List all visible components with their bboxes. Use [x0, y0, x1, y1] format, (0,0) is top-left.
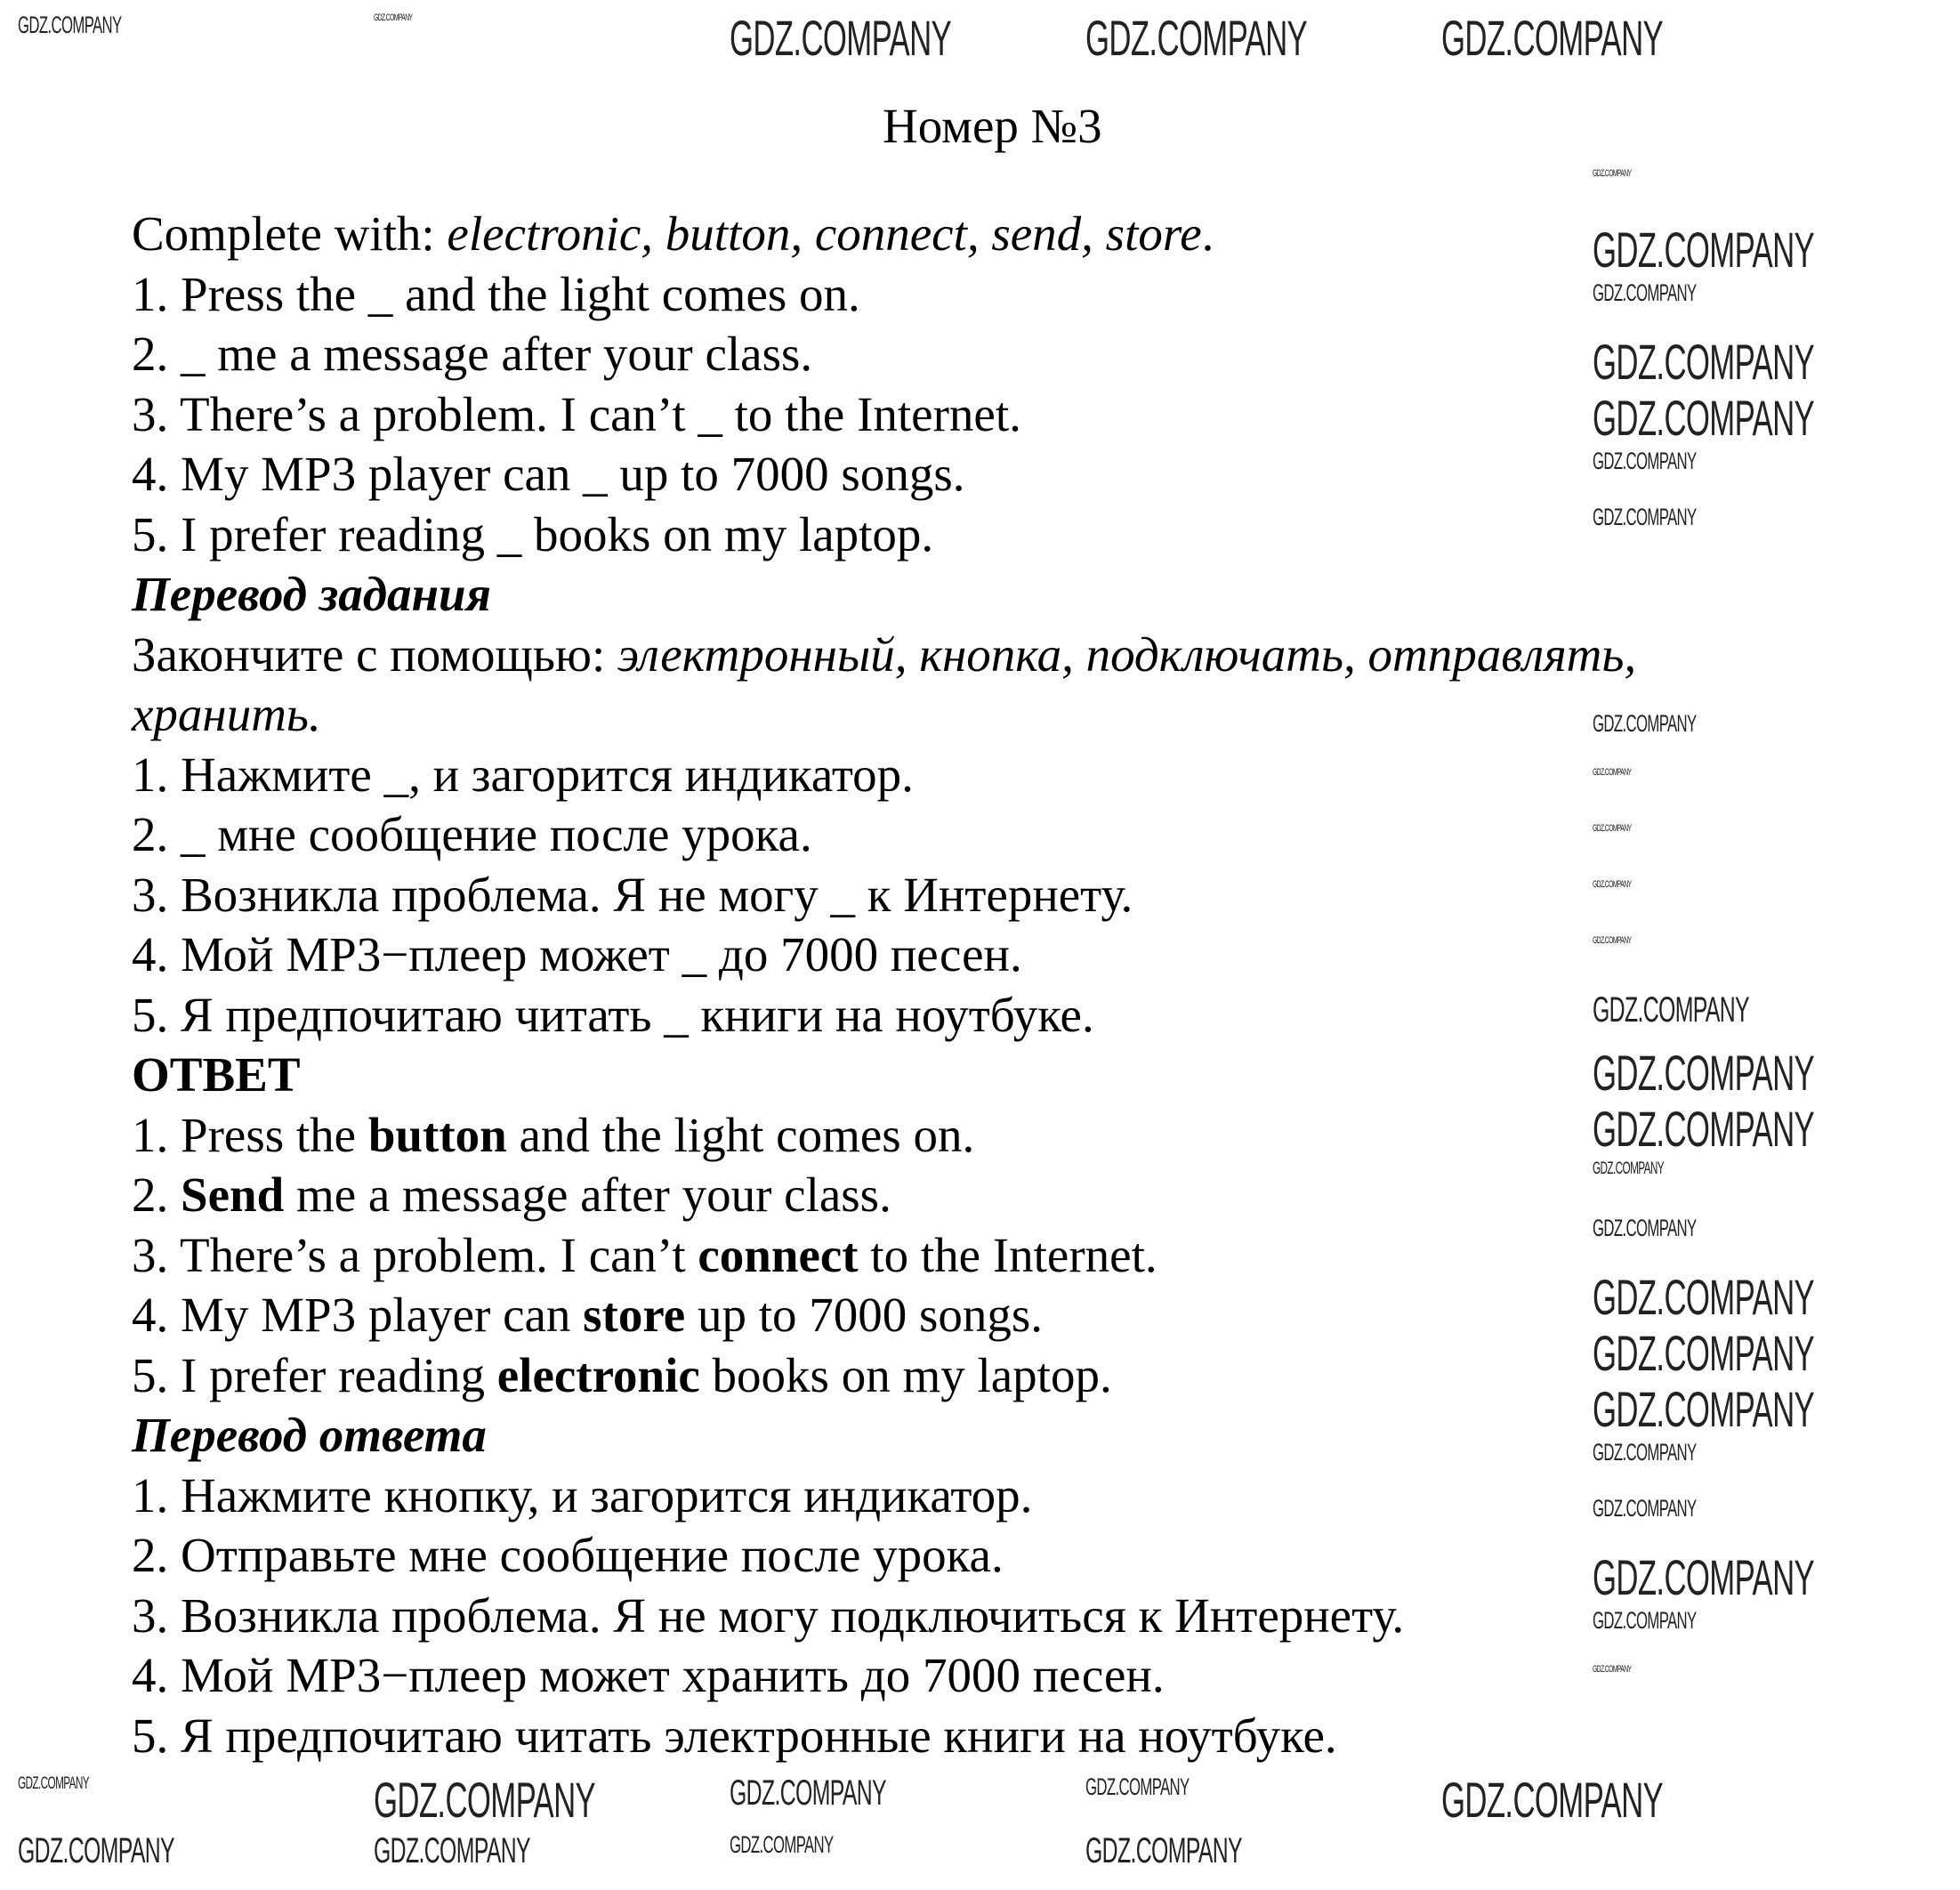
watermark: GDZ.COMPANY [1441, 1772, 1664, 1828]
task-translation-item: 1. Нажмите _, и загорится индикатор. [132, 747, 914, 802]
watermark: GDZ.COMPANY [1593, 823, 1632, 834]
answer-translation-item: 5. Я предпочитаю читать электронные книги на ноутбуке. [132, 1708, 1337, 1763]
answer-translation-item: 4. Мой MP3−плеер может хранить до 7000 песен. [132, 1648, 1165, 1702]
watermark: GDZ.COMPANY [1593, 1215, 1697, 1241]
watermark: GDZ.COMPANY [1593, 710, 1697, 737]
task-instruction [132, 204, 1214, 264]
translation-words: хранить. [132, 687, 321, 741]
watermark: GDZ.COMPANY [1593, 448, 1697, 474]
watermark: GDZ.COMPANY [1593, 1664, 1632, 1675]
answer-text: 4. My MP3 player can [132, 1288, 584, 1342]
watermark: GDZ.COMPANY [730, 10, 952, 66]
task-prefix: Complete with: [132, 206, 448, 261]
watermark: GDZ.COMPANY [730, 1773, 886, 1813]
answer-text: 1. Press the [132, 1108, 368, 1162]
answer-text: me a message after your class. [284, 1167, 891, 1222]
watermark: GDZ.COMPANY [1085, 10, 1308, 66]
watermark: GDZ.COMPANY [1593, 1607, 1697, 1634]
task-suffix: . [1201, 206, 1214, 261]
watermark: GDZ.COMPANY [1593, 1045, 1815, 1101]
answer-text: 2. [132, 1167, 181, 1222]
answer-word: connect [698, 1228, 859, 1282]
task-translation-instruction [132, 625, 1636, 685]
watermark: GDZ.COMPANY [1593, 222, 1815, 278]
task-item: 5. I prefer reading _ books on my laptop. [132, 507, 934, 561]
answer-text: to the Internet. [858, 1228, 1157, 1282]
task-translation-item: 2. _ мне сообщение после урока. [132, 807, 812, 861]
watermark: GDZ.COMPANY [1085, 1773, 1190, 1800]
answer-text: 3. There’s a problem. I can’t [132, 1228, 698, 1282]
watermark: GDZ.COMPANY [1593, 279, 1697, 306]
task-item: 4. My MP3 player can _ up to 7000 songs. [132, 447, 965, 501]
watermark: GDZ.COMPANY [1593, 1549, 1815, 1605]
watermark: GDZ.COMPANY [1593, 1325, 1815, 1381]
answer-translation-item: 1. Нажмите кнопку, и загорится индикатор. [132, 1468, 1033, 1522]
answer-item [132, 1165, 891, 1225]
watermark: GDZ.COMPANY [1593, 390, 1815, 446]
answer-item [132, 1285, 1043, 1345]
watermark: GDZ.COMPANY [1085, 1831, 1242, 1870]
task-translation-item: 5. Я предпочитаю читать _ книги на ноутбуке. [132, 988, 1094, 1042]
answer-word: electronic [496, 1348, 700, 1402]
watermark: GDZ.COMPANY [1593, 1495, 1697, 1522]
watermark: GDZ.COMPANY [18, 1774, 90, 1793]
answer-heading: ОТВЕТ [132, 1047, 301, 1102]
answer-text: 5. I prefer reading [132, 1348, 497, 1402]
answer-translation-item: 3. Возникла проблема. Я не могу подключиться к Интернету. [132, 1588, 1405, 1643]
watermark: GDZ.COMPANY [1593, 1101, 1815, 1157]
watermark: GDZ.COMPANY [1593, 1159, 1665, 1178]
answer-item [132, 1105, 974, 1166]
watermark: GDZ.COMPANY [1593, 879, 1632, 890]
watermark: GDZ.COMPANY [1593, 168, 1632, 179]
watermark: GDZ.COMPANY [374, 1831, 530, 1870]
watermark: GDZ.COMPANY [1593, 334, 1815, 390]
watermark: GDZ.COMPANY [1593, 767, 1632, 778]
watermark: GDZ.COMPANY [1593, 935, 1632, 946]
task-item: 3. There’s a problem. I can’t _ to the Internet. [132, 387, 1021, 441]
task-item: 2. _ me a message after your class. [132, 327, 813, 381]
translation-words: электронный, кнопка, подключать, отправлять, [617, 627, 1637, 682]
answer-item [132, 1225, 1157, 1286]
task-translation-instruction-cont [132, 684, 321, 745]
task-translation-heading: Перевод задания [132, 567, 491, 621]
task-words: electronic, button, connect, send, store [447, 206, 1202, 261]
watermark: GDZ.COMPANY [1593, 1439, 1697, 1466]
answer-word: button [367, 1108, 507, 1162]
answer-word: store [583, 1288, 686, 1342]
answer-translation-heading: Перевод ответа [132, 1408, 487, 1462]
watermark: GDZ.COMPANY [1441, 10, 1664, 66]
watermark: GDZ.COMPANY [730, 1831, 834, 1858]
watermark: GDZ.COMPANY [18, 1831, 174, 1870]
answer-text: books on my laptop. [699, 1348, 1112, 1402]
watermark: GDZ.COMPANY [374, 12, 413, 23]
answer-word: Send [181, 1167, 285, 1222]
task-translation-item: 3. Возникла проблема. Я не могу _ к Интернету. [132, 868, 1133, 922]
answer-item [132, 1345, 1112, 1406]
answer-text: and the light comes on. [506, 1108, 975, 1162]
watermark: GDZ.COMPANY [1593, 1269, 1815, 1325]
task-item: 1. Press the _ and the light comes on. [132, 267, 860, 321]
watermark: GDZ.COMPANY [374, 1772, 596, 1828]
task-translation-item: 4. Мой MP3−плеер может _ до 7000 песен. [132, 927, 1022, 981]
page-title: Номер №3 [883, 99, 1102, 153]
watermark: GDZ.COMPANY [1593, 990, 1749, 1030]
watermark: GDZ.COMPANY [1593, 504, 1697, 530]
watermark: GDZ.COMPANY [1593, 1381, 1815, 1437]
answer-translation-item: 2. Отправьте мне сообщение после урока. [132, 1528, 1004, 1582]
answer-text: up to 7000 songs. [685, 1288, 1044, 1342]
translation-prefix: Закончите с помощью: [132, 627, 618, 682]
watermark: GDZ.COMPANY [18, 12, 122, 38]
